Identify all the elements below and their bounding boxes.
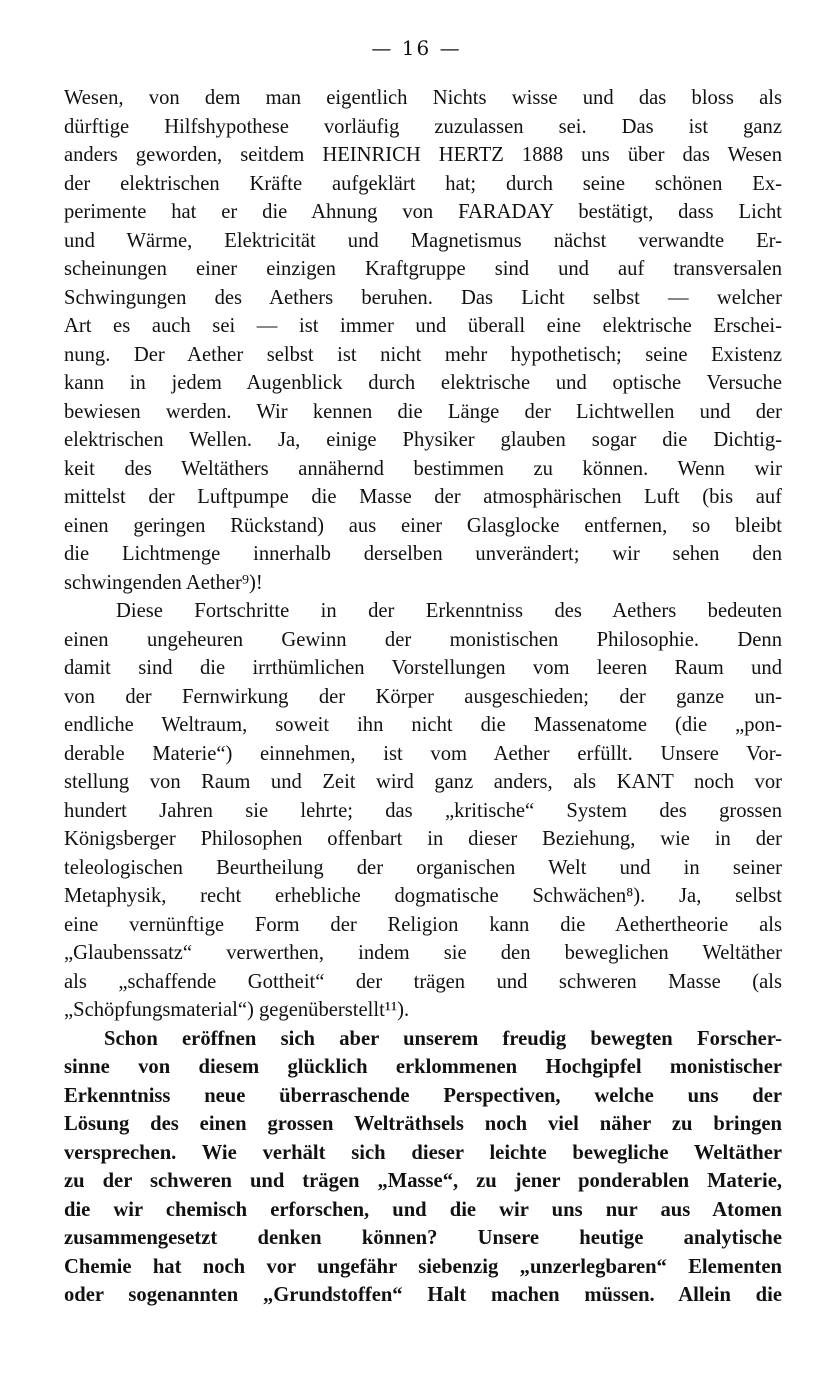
text-line: Lösung des einen grossen Welträthsels noch viel näher zu bringen [64,1113,782,1135]
paragraph-2 [64,597,782,1025]
text-line: damit sind die irrthümlichen Vorstellungen vom leeren Raum und [64,657,782,679]
text-line: als „schaffende Gottheit“ der trägen und schweren Masse (als [64,970,782,993]
text-line: nung. Der Aether selbst ist nicht mehr hypothetisch; seine Existenz [64,343,782,366]
text-line: zusammengesetzt denken können? Unsere heutige analytische [64,1227,782,1249]
text-line: schwingenden Aether⁹)! [64,571,263,594]
text-line: derable Materie“) einnehmen, ist vom Aether erfüllt. Unsere Vor- [64,742,782,765]
text-line: Schon eröffnen sich aber unserem freudig bewegten Forscher- [104,1027,782,1050]
text-line: versprechen. Wie verhält sich dieser leichte bewegliche Weltäther [64,1141,782,1164]
text-line: elektrischen Wellen. Ja, einige Physiker glauben sogar die Dichtig- [64,429,782,451]
text-line: die Lichtmenge innerhalb derselben unverändert; wir sehen den [64,543,782,565]
text-line: Metaphysik, recht erhebliche dogmatische Schwächen⁸). Ja, selbst [64,885,782,907]
text-line: Diese Fortschritte in der Erkenntniss des Aethers bedeuten [116,600,782,622]
text-line: einen ungeheuren Gewinn der monistischen Philosophie. Denn [64,628,782,651]
text-line: keit des Weltäthers annähernd bestimmen zu können. Wenn wir [64,457,782,480]
text-line: bewiesen werden. Wir kennen die Länge der Lichtwellen und der [64,400,782,423]
paragraph-3 [64,1025,782,1310]
page-number: — 16 — [371,36,462,60]
text-line: teleologischen Beurtheilung der organischen Welt und in seiner [64,856,782,879]
text-line: zu der schweren und trägen „Masse“, zu jener ponderablen Materie, [64,1170,782,1192]
text-line: und Wärme, Elektricität und Magnetismus nächst verwandte Er- [64,229,782,252]
text-line: einen geringen Rückstand) aus einer Glasglocke entfernen, so bleibt [64,514,782,537]
text-line: Erkenntniss neue überraschende Perspectiven, welche uns der [64,1084,782,1107]
text-line: anders geworden, seitdem HEINRICH HERTZ 1888 uns über das Wesen [64,144,782,166]
text-line: „Schöpfungsmaterial“) gegenüberstellt¹¹). [64,999,410,1021]
text-line: oder sogenannten „Grundstoffen“ Halt machen müssen. Allein die [64,1284,782,1306]
text-line: „Glaubenssatz“ verwerthen, indem sie den beweglichen Weltäther [64,942,782,964]
text-line: dürftige Hilfshypothese vorläufig zuzulassen sei. Das ist ganz [64,115,782,138]
body-text [64,84,782,1310]
text-line: scheinungen einer einzigen Kraftgruppe sind und auf transversalen [64,258,782,280]
text-line: hundert Jahren sie lehrte; das „kritische“ System des grossen [64,799,782,822]
text-line: Art es auch sei — ist immer und überall eine elektrische Erschei- [64,315,782,337]
text-line: endliche Weltraum, soweit ihn nicht die Massenatome (die „pon- [64,714,782,736]
text-line: der elektrischen Kräfte aufgeklärt hat; durch seine schönen Ex- [64,172,782,195]
text-line: mittelst der Luftpumpe die Masse der atmosphärischen Luft (bis auf [64,486,782,508]
text-line: eine vernünftige Form der Religion kann die Aethertheorie als [64,913,782,936]
text-line: perimente hat er die Ahnung von FARADAY bestätigt, dass Licht [64,201,782,223]
text-line: sinne von diesem glücklich erklommenen Hochgipfel monistischer [64,1056,782,1078]
text-line: die wir chemisch erforschen, und die wir uns nur aus Atomen [64,1198,782,1221]
text-line: von der Fernwirkung der Körper ausgeschieden; der ganze un- [64,685,782,708]
text-line: stellung von Raum und Zeit wird ganz anders, als KANT noch vor [64,771,782,793]
text-line: Königsberger Philosophen offenbart in dieser Beziehung, wie in der [64,828,782,850]
text-line: Wesen, von dem man eigentlich Nichts wisse und das bloss als [64,87,782,109]
text-line: Schwingungen des Aethers beruhen. Das Licht selbst — welcher [64,286,782,309]
paragraph-1 [64,84,782,597]
text-line: Chemie hat noch vor ungefähr siebenzig „unzerlegbaren“ Elementen [64,1255,782,1278]
text-line: kann in jedem Augenblick durch elektrische und optische Versuche [64,372,782,394]
